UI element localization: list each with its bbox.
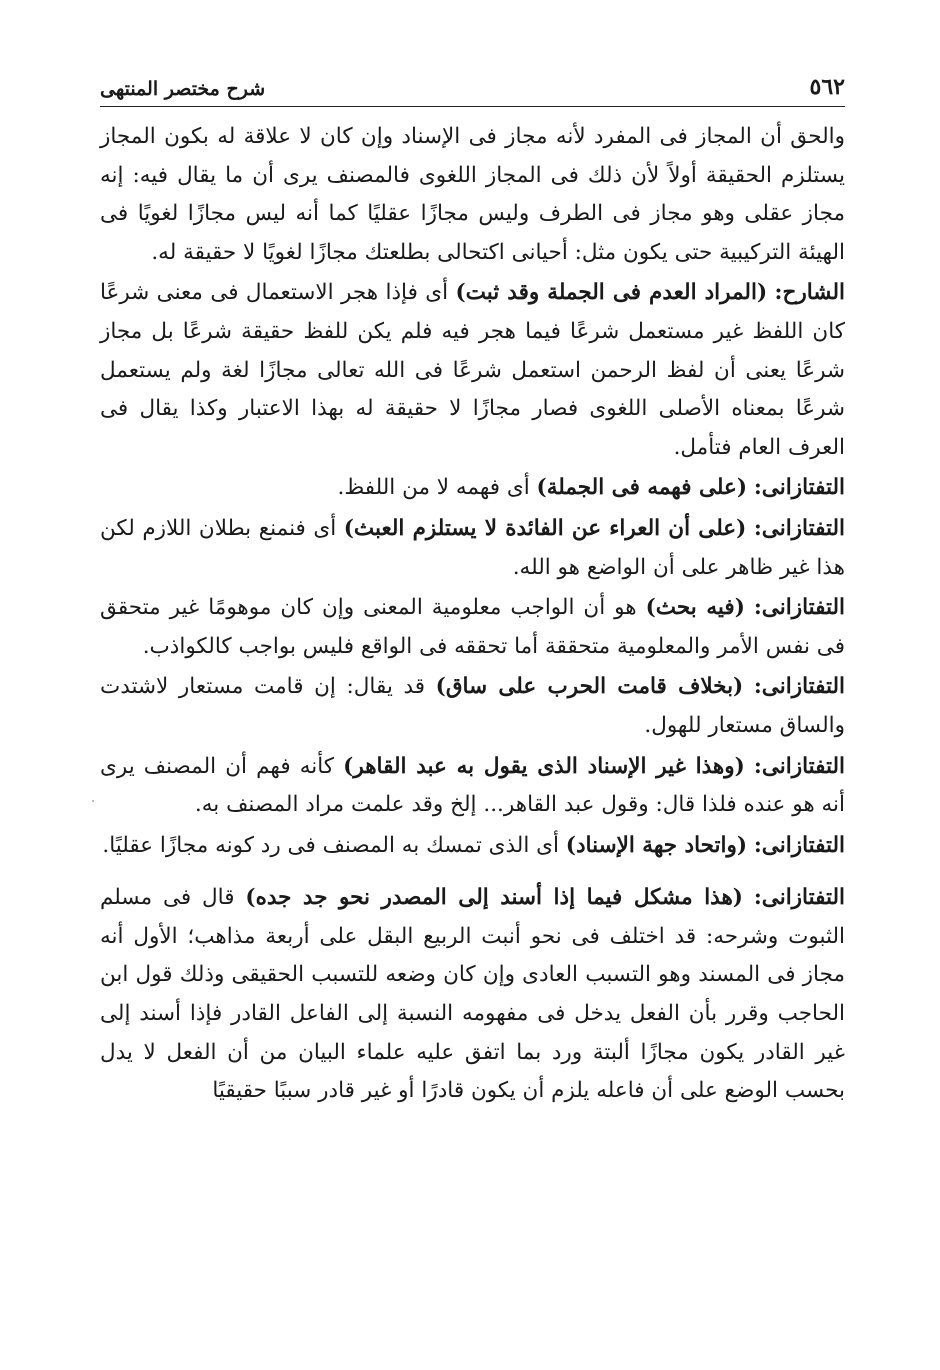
quoted-phrase: (واتحاد جهة الإسناد): [565, 832, 748, 858]
paragraph-taftazani-6: [100, 827, 845, 866]
paragraph-taftazani-2: [100, 510, 845, 587]
paragraph-text: هو أن الواجب معلومية المعنى وإن كان موهومًا غير متحقق فى نفس الأمر والمعلومية متحققة أما تحققه فى الواقع فليس بواجب كالكواذب.: [100, 595, 845, 659]
speaker-label: التفتازانى:: [753, 753, 846, 779]
quoted-phrase: (على أن العراء عن الفائدة لا يستلزم العبث): [343, 515, 747, 541]
paragraph-text: والحق أن المجاز فى المفرد لأنه مجاز فى الإسناد وإن كان لا علاقة له بكون المجاز يستلزم الحقيقة أولاً لأن ذلك فى المجاز اللغوى فالمصنف يرى أن ما يقال فيه: إنه مجاز عقلى وهو مجاز فى الطرف وليس مجازًا عقليًا كما أنه ليس مجازًا لغويًا فى الهيئة التركيبية حتى يكون مثل: أحيانى اكتحالى بطلعتك مجازًا لغويًا لا حقيقة له.: [100, 124, 845, 265]
scan-speck: [92, 800, 94, 802]
quoted-phrase: (المراد العدم فى الجملة وقد ثبت): [455, 280, 768, 306]
speaker-label: التفتازانى:: [753, 885, 845, 911]
paragraph-taftazani-3: [100, 589, 845, 666]
paragraph-taftazani-4: [100, 668, 845, 745]
speaker-label: التفتازانى:: [753, 595, 845, 621]
speaker-label: الشارح:: [774, 280, 845, 306]
paragraph-text: قد يقال: إن قامت مستعار لاشتدت والساق مستعار للهول.: [100, 674, 845, 738]
quoted-phrase: (فيه بحث): [645, 595, 745, 621]
header-rule: [100, 106, 845, 107]
paragraph-taftazani-5: [100, 748, 845, 825]
page-number: ٥٦٢: [809, 74, 845, 100]
speaker-label: التفتازانى:: [753, 515, 845, 541]
paragraph-text: أى فإذا هجر الاستعمال فى معنى شرعًا كان اللفظ غير مستعمل شرعًا فيما هجر فيه فلم يكن للفظ حقيقة شرعًا بل مجاز شرعًا يعنى أن لفظ الرحمن استعمل شرعًا فى الله تعالى مجازًا لغة ولم يستعمل شرعًا بمعناه الأصلى اللغوى فصار مجازًا لا حقيقة له بهذا الاعتبار وكذا يقال فى العرف العام فتأمل.: [100, 280, 845, 460]
paragraph-taftazani-1: [100, 469, 845, 508]
quoted-phrase: (هذا مشكل فيما إذا أسند إلى المصدر نحو جد جده): [245, 885, 743, 911]
paragraph-intro: [100, 118, 845, 272]
page-body: [100, 118, 845, 1111]
speaker-label: التفتازانى:: [753, 832, 845, 858]
page-header: [100, 68, 845, 108]
quoted-phrase: (بخلاف قامت الحرب على ساق): [435, 674, 744, 700]
paragraph-text: كأنه فهم أن المصنف يرى أنه هو عنده فلذا قال: وقول عبد القاهر... إلخ وقد علمت مراد المصنف به.: [100, 753, 845, 818]
speaker-label: التفتازانى:: [753, 475, 845, 501]
running-title: شرح مختصر المنتهى: [100, 78, 266, 100]
quoted-phrase: (على فهمه فى الجملة): [536, 475, 748, 501]
paragraph-text: أى فنمنع بطلان اللازم لكن هذا غير ظاهر على أن الواضع هو الله.: [100, 515, 845, 580]
paragraph-text: أى الذى تمسك به المصنف فى رد كونه مجازًا عقليًا.: [102, 832, 559, 858]
paragraph-taftazani-7: [100, 879, 845, 1111]
paragraph-text: أى فهمه لا من اللفظ.: [337, 475, 530, 501]
paragraph-sharih: [100, 274, 845, 467]
paragraph-text: قال فى مسلم الثبوت وشرحه: قد اختلف فى نحو أنبت الربيع البقل على أربعة مذاهب؛ الأول أنه مجاز فى المسند وهو التسبب العادى وإن كان وضعه للتسبب الحقيقى وذلك قول ابن الحاجب وقرر بأن الفعل يدخل فى مفهومه النسبة إلى الفاعل القادر فإذا أسند إلى غير القادر يكون مجازًا ألبتة ورد بما اتفق عليه علماء البيان من أن الفعل لا يدل بحسب الوضع على أن فاعله يلزم أن يكون قادرًا أو غير قادر سببًا حقيقيًا: [100, 885, 845, 1104]
speaker-label: التفتازانى:: [753, 674, 845, 700]
quoted-phrase: (وهذا غير الإسناد الذى يقول به عبد القاهر): [343, 753, 745, 779]
